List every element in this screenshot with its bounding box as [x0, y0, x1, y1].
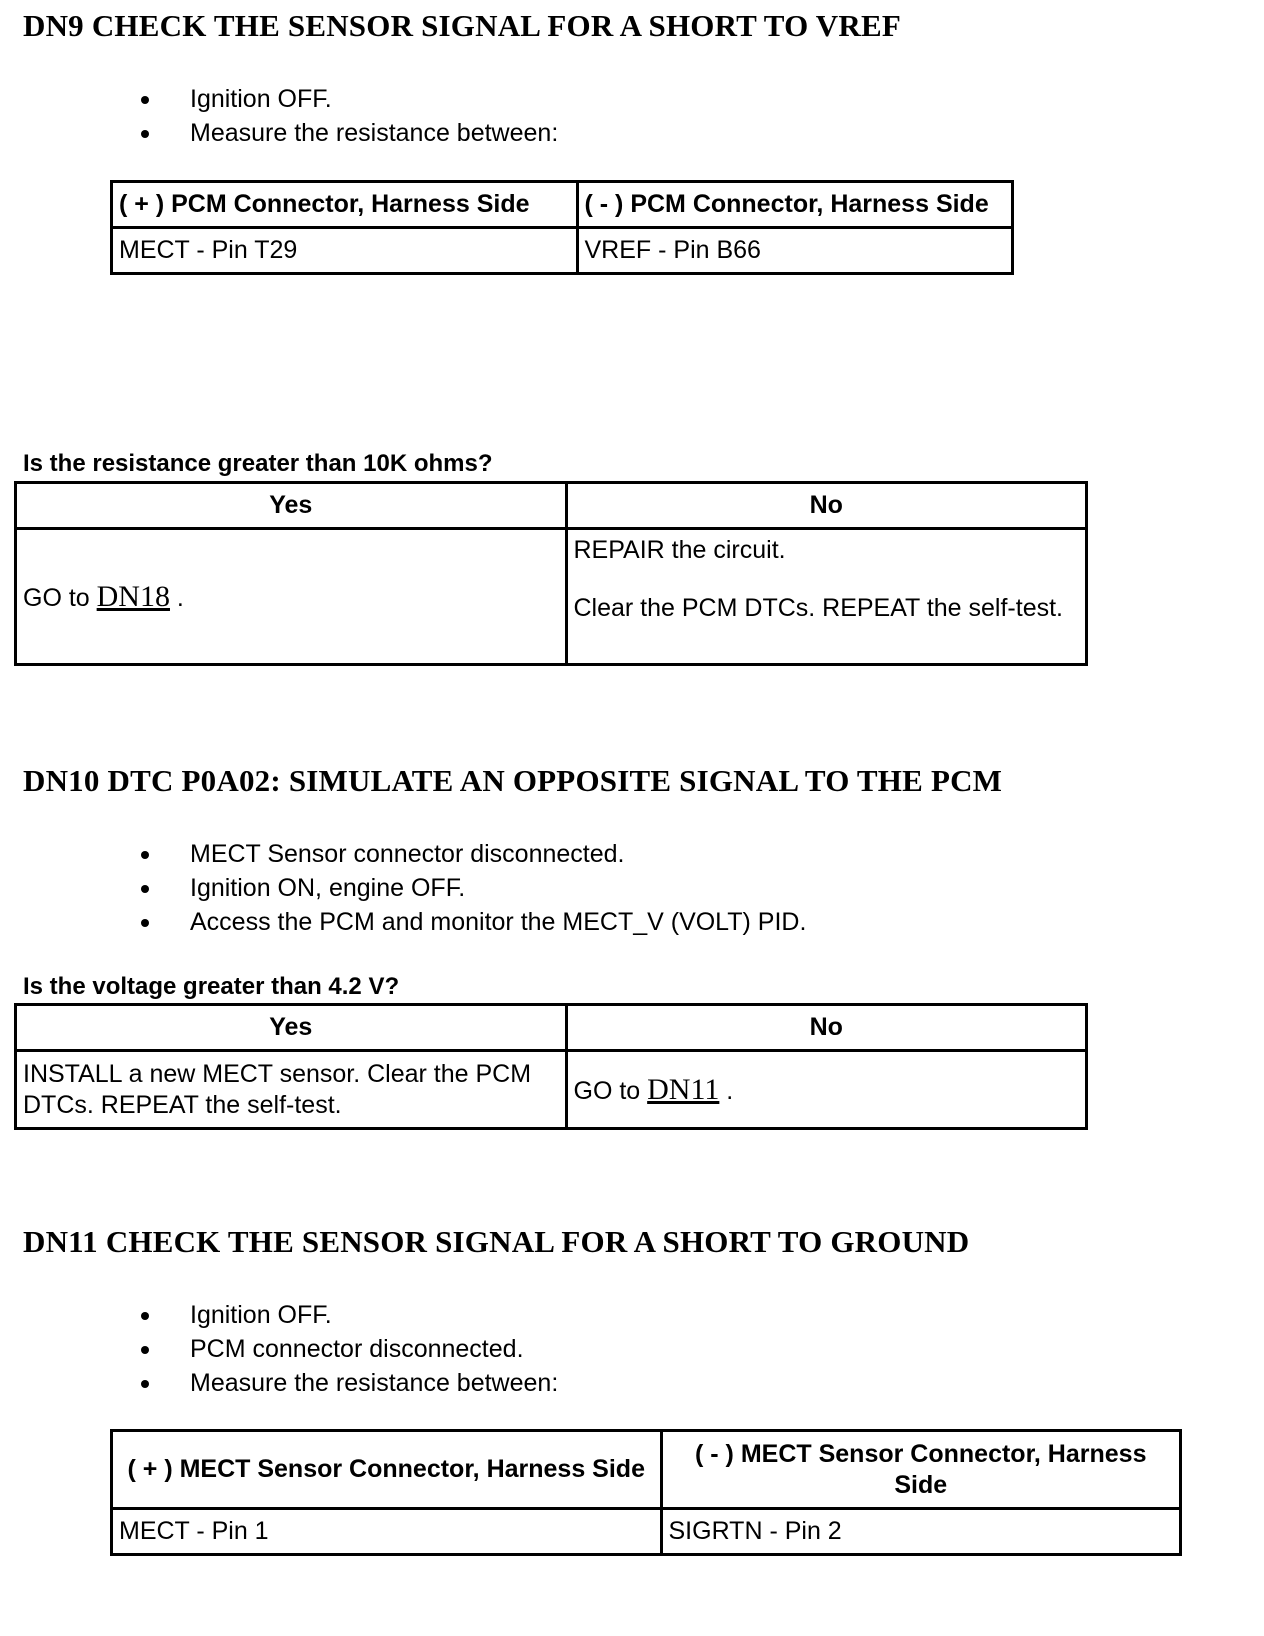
list-item: MECT Sensor connector disconnected. [138, 837, 806, 871]
yes-suffix: . [169, 583, 184, 612]
table-cell: MECT - Pin 1 [112, 1509, 662, 1555]
table-cell: MECT - Pin T29 [112, 228, 578, 274]
no-line-2: Clear the PCM DTCs. REPEAT the self-test. [573, 594, 1063, 622]
dn10-question: Is the voltage greater than 4.2 V? [23, 973, 400, 1000]
dn18-link[interactable]: DN18 [96, 579, 170, 613]
table-cell: SIGRTN - Pin 2 [661, 1509, 1181, 1555]
table-header: ( + ) PCM Connector, Harness Side [112, 182, 578, 228]
no-prefix: GO to [573, 1076, 641, 1105]
dn10-answer-table [14, 1003, 1088, 1130]
list-item: Access the PCM and monitor the MECT_V (VOLT) PID. [138, 905, 806, 939]
dn11-measure-table [110, 1429, 1182, 1556]
dn11-link[interactable]: DN11 [647, 1072, 720, 1106]
no-cell [566, 1051, 1087, 1129]
yes-header: Yes [16, 1005, 567, 1051]
yes-cell [16, 529, 567, 665]
yes-cell: INSTALL a new MECT sensor. Clear the PCM DTCs. REPEAT the self-test. [16, 1051, 567, 1129]
dn11-heading: DN11 CHECK THE SENSOR SIGNAL FOR A SHORT TO GROUND [23, 1224, 970, 1259]
list-item: Ignition OFF. [138, 82, 558, 116]
no-header: No [566, 483, 1087, 529]
list-item: Ignition OFF. [138, 1298, 558, 1332]
dn11-bullet-list [138, 1298, 558, 1400]
table-header: ( - ) PCM Connector, Harness Side [577, 182, 1013, 228]
dn9-measure-table [110, 180, 1014, 275]
list-item: PCM connector disconnected. [138, 1332, 558, 1366]
no-header: No [566, 1005, 1087, 1051]
dn10-heading: DN10 DTC P0A02: SIMULATE AN OPPOSITE SIGNAL TO THE PCM [23, 763, 1003, 798]
table-header: ( + ) MECT Sensor Connector, Harness Side [112, 1431, 662, 1509]
table-header: ( - ) MECT Sensor Connector, Harness Side [661, 1431, 1181, 1509]
list-item: Measure the resistance between: [138, 116, 558, 150]
dn9-heading: DN9 CHECK THE SENSOR SIGNAL FOR A SHORT TO VREF [23, 8, 901, 43]
dn9-answer-table [14, 481, 1088, 666]
table-cell: VREF - Pin B66 [577, 228, 1013, 274]
yes-prefix: GO to [23, 583, 90, 612]
dn10-bullet-list [138, 837, 806, 939]
dn9-bullet-list [138, 82, 558, 150]
no-line-1: REPAIR the circuit. [573, 536, 786, 564]
dn9-question: Is the resistance greater than 10K ohms? [23, 450, 493, 477]
list-item: Ignition ON, engine OFF. [138, 871, 806, 905]
yes-header: Yes [16, 483, 567, 529]
no-cell [566, 529, 1087, 665]
no-suffix: . [719, 1076, 734, 1105]
list-item: Measure the resistance between: [138, 1366, 558, 1400]
